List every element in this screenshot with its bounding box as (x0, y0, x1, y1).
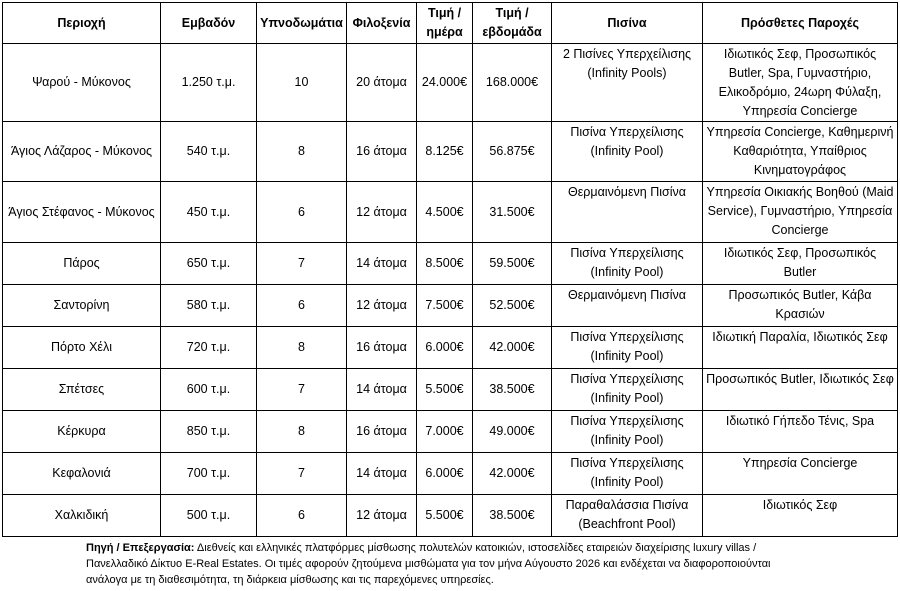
header-guests: Φιλοξενία (347, 3, 417, 44)
source-note-label: Πηγή / Επεξεργασία: (86, 542, 195, 554)
cell-area: 850 τ.μ. (161, 411, 257, 453)
cell-guests: 12 άτομα (347, 182, 417, 243)
cell-pool: Πισίνα Υπερχείλισης (Infinity Pool) (552, 369, 703, 411)
cell-guests: 14 άτομα (347, 453, 417, 495)
cell-region: Κεφαλονιά (3, 453, 161, 495)
table-row (3, 122, 898, 182)
cell-region: Πόρτο Χέλι (3, 327, 161, 369)
cell-amenities: Προσωπικός Butler, Κάβα Κρασιών (703, 285, 898, 327)
cell-area: 650 τ.μ. (161, 243, 257, 285)
cell-price-week: 38.500€ (473, 495, 552, 537)
source-note (86, 540, 786, 588)
cell-price-week: 42.000€ (473, 327, 552, 369)
cell-region: Σαντορίνη (3, 285, 161, 327)
cell-region: Κέρκυρα (3, 411, 161, 453)
cell-price-week: 31.500€ (473, 182, 552, 243)
header-price-day: Τιμή / ημέρα (417, 3, 473, 44)
table-row (3, 285, 898, 327)
header-region: Περιοχή (3, 3, 161, 44)
cell-area: 700 τ.μ. (161, 453, 257, 495)
header-area: Εμβαδόν (161, 3, 257, 44)
cell-guests: 16 άτομα (347, 122, 417, 182)
table-row (3, 44, 898, 122)
cell-area: 450 τ.μ. (161, 182, 257, 243)
header-price-week: Τιμή / εβδομάδα (473, 3, 552, 44)
cell-bedrooms: 7 (257, 453, 347, 495)
cell-price-week: 42.000€ (473, 453, 552, 495)
cell-area: 540 τ.μ. (161, 122, 257, 182)
cell-price-day: 5.500€ (417, 369, 473, 411)
header-bedrooms: Υπνοδωμάτια (257, 3, 347, 44)
cell-pool: Πισίνα Υπερχείλισης (Infinity Pool) (552, 243, 703, 285)
cell-amenities: Υπηρεσία Οικιακής Βοηθού (Maid Service), Γυμναστήριο, Υπηρεσία Concierge (703, 182, 898, 243)
cell-bedrooms: 10 (257, 44, 347, 122)
cell-amenities: Ιδιωτικός Σεφ (703, 495, 898, 537)
cell-price-day: 8.500€ (417, 243, 473, 285)
cell-amenities: Υπηρεσία Concierge (703, 453, 898, 495)
cell-guests: 14 άτομα (347, 369, 417, 411)
cell-price-week: 168.000€ (473, 44, 552, 122)
cell-area: 1.250 τ.μ. (161, 44, 257, 122)
cell-price-day: 6.000€ (417, 453, 473, 495)
cell-guests: 20 άτομα (347, 44, 417, 122)
cell-guests: 16 άτομα (347, 327, 417, 369)
cell-bedrooms: 6 (257, 285, 347, 327)
cell-bedrooms: 7 (257, 243, 347, 285)
table-row (3, 411, 898, 453)
cell-bedrooms: 8 (257, 122, 347, 182)
cell-bedrooms: 7 (257, 369, 347, 411)
cell-pool: Θερμαινόμενη Πισίνα (552, 285, 703, 327)
header-amenities: Πρόσθετες Παροχές (703, 3, 898, 44)
cell-price-week: 59.500€ (473, 243, 552, 285)
cell-amenities: Προσωπικός Butler, Ιδιωτικός Σεφ (703, 369, 898, 411)
cell-region: Άγιος Στέφανος - Μύκονος (3, 182, 161, 243)
cell-area: 580 τ.μ. (161, 285, 257, 327)
cell-area: 600 τ.μ. (161, 369, 257, 411)
cell-amenities: Υπηρεσία Concierge, Καθημερινή Καθαριότητα, Υπαίθριος Κινηματογράφος (703, 122, 898, 182)
table-row (3, 495, 898, 537)
table-row (3, 243, 898, 285)
cell-region: Χαλκιδική (3, 495, 161, 537)
cell-guests: 14 άτομα (347, 243, 417, 285)
cell-price-week: 52.500€ (473, 285, 552, 327)
header-pool: Πισίνα (552, 3, 703, 44)
cell-price-day: 6.000€ (417, 327, 473, 369)
cell-amenities: Ιδιωτικό Γήπεδο Τένις, Spa (703, 411, 898, 453)
cell-bedrooms: 8 (257, 327, 347, 369)
cell-price-day: 4.500€ (417, 182, 473, 243)
cell-bedrooms: 6 (257, 495, 347, 537)
cell-amenities: Ιδιωτική Παραλία, Ιδιωτικός Σεφ (703, 327, 898, 369)
cell-pool: 2 Πισίνες Υπερχείλισης (Infinity Pools) (552, 44, 703, 122)
cell-region: Ψαρού - Μύκονος (3, 44, 161, 122)
table-row (3, 453, 898, 495)
cell-region: Σπέτσες (3, 369, 161, 411)
cell-price-week: 56.875€ (473, 122, 552, 182)
table-row (3, 327, 898, 369)
cell-price-day: 8.125€ (417, 122, 473, 182)
cell-guests: 12 άτομα (347, 285, 417, 327)
cell-pool: Πισίνα Υπερχείλισης (Infinity Pool) (552, 453, 703, 495)
cell-bedrooms: 6 (257, 182, 347, 243)
cell-area: 500 τ.μ. (161, 495, 257, 537)
cell-pool: Πισίνα Υπερχείλισης (Infinity Pool) (552, 122, 703, 182)
cell-area: 720 τ.μ. (161, 327, 257, 369)
cell-bedrooms: 8 (257, 411, 347, 453)
cell-pool: Παραθαλάσσια Πισίνα (Beachfront Pool) (552, 495, 703, 537)
table-row (3, 369, 898, 411)
cell-price-day: 24.000€ (417, 44, 473, 122)
cell-pool: Πισίνα Υπερχείλισης (Infinity Pool) (552, 411, 703, 453)
cell-price-week: 49.000€ (473, 411, 552, 453)
cell-amenities: Ιδιωτικός Σεφ, Προσωπικός Butler (703, 243, 898, 285)
cell-pool: Πισίνα Υπερχείλισης (Infinity Pool) (552, 327, 703, 369)
cell-region: Πάρος (3, 243, 161, 285)
cell-price-day: 7.500€ (417, 285, 473, 327)
cell-price-week: 38.500€ (473, 369, 552, 411)
cell-price-day: 5.500€ (417, 495, 473, 537)
cell-amenities: Ιδιωτικός Σεφ, Προσωπικός Butler, Spa, Γυμναστήριο, Ελικοδρόμιο, 24ωρη Φύλαξη, Υπηρεσία Concierge (703, 44, 898, 122)
cell-price-day: 7.000€ (417, 411, 473, 453)
villa-rental-table (2, 2, 898, 537)
table-row (3, 182, 898, 243)
source-note-text: Διεθνείς και ελληνικές πλατφόρμες μίσθωσης πολυτελών κατοικιών, ιστοσελίδες εταιρειών διαχείρισης luxury villas / Πανελλαδικό Δίκτυο E-Real Estates. Οι τιμές αφορούν ζητούμενα μισθώματα για τον μήνα Αύγουστο 2026 και ενδέχεται να διαφοροποιούνται ανάλογα με τη διαθεσιμότητα, τη διάρκεια μίσθωσης και τις παρεχόμενες υπηρεσίες. (86, 542, 771, 586)
cell-guests: 16 άτομα (347, 411, 417, 453)
cell-region: Άγιος Λάζαρος - Μύκονος (3, 122, 161, 182)
cell-guests: 12 άτομα (347, 495, 417, 537)
header-row (3, 3, 898, 44)
cell-pool: Θερμαινόμενη Πισίνα (552, 182, 703, 243)
